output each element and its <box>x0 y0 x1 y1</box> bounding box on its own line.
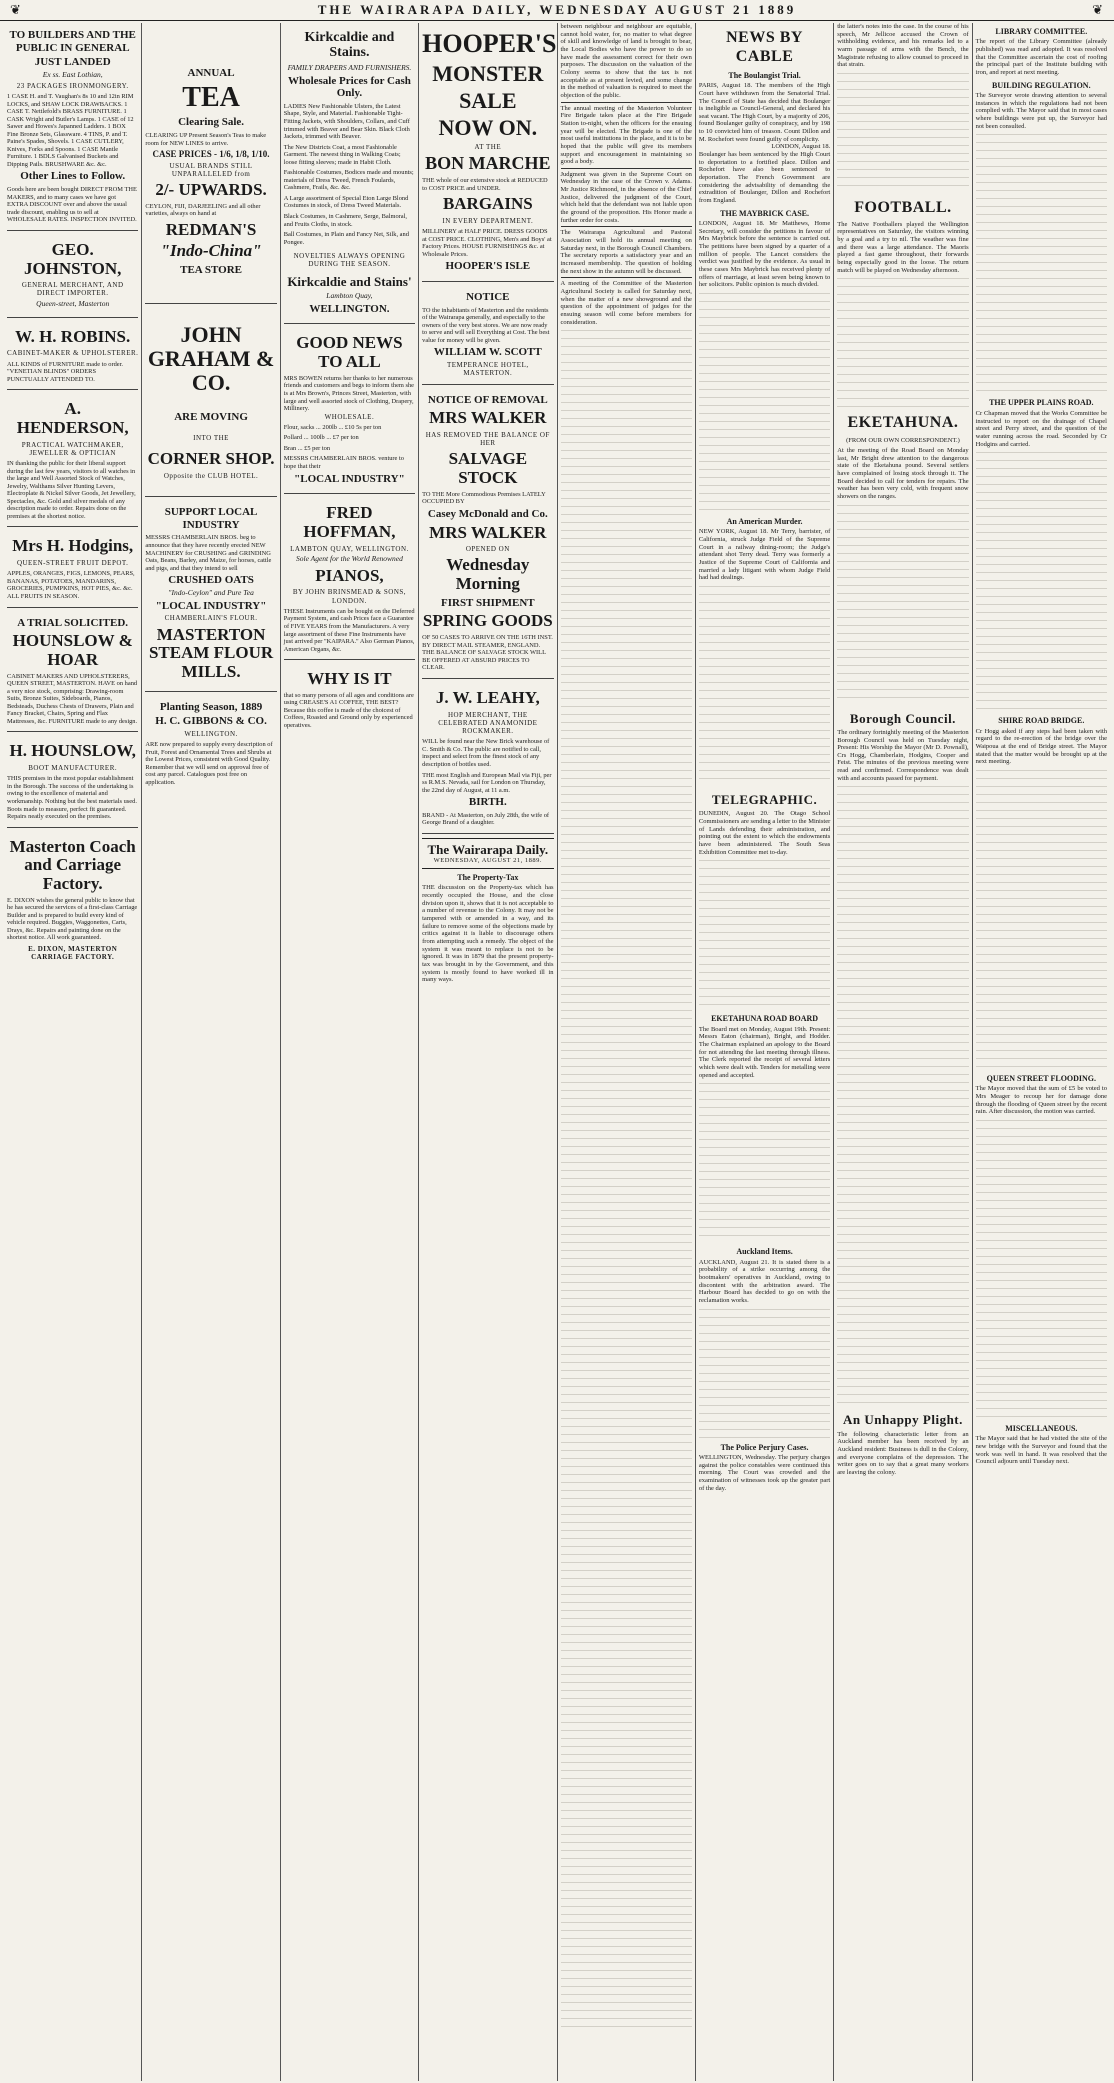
ad-ladies: LADIES New Fashionable Ulsters, the Latest Shape, Style, and Material. Fashionable Tight-Fitting Jackets, with Shoulders, Collars, and Cuff trimmed with Beaver and Bear Skin. Black Cloth Jackets, trimmed with Beaver. <box>283 102 410 141</box>
ad-name: JOHN GRAHAM & CO. <box>147 321 275 396</box>
walker-ad <box>422 388 553 679</box>
ad-ceylon: CEYLON, FIJI, DARJEELING and all other varieties, always on hand at <box>145 202 261 218</box>
ad-walker-2: MRS WALKER <box>429 522 547 542</box>
ad-redmans: REDMAN'S <box>165 219 257 239</box>
text-block <box>699 293 830 513</box>
article-title: An American Murder. <box>726 517 803 527</box>
article-title: THE UPPER PLAINS ROAD. <box>989 398 1094 408</box>
ad-bon: BON MARCHE <box>425 153 551 174</box>
ad-tea: TEA <box>182 81 240 113</box>
column-1 <box>4 23 142 2081</box>
ad-lambton: Lambton Quay, <box>326 291 373 300</box>
bowen-ad <box>284 327 415 494</box>
text-block <box>976 770 1107 1070</box>
ad-isle: HOOPER'S ISLE <box>445 260 531 273</box>
column-7 <box>834 23 972 2081</box>
ad-address: Queen-street, Masterton <box>36 298 110 308</box>
ad-title: TO BUILDERS AND THE PUBLIC IN GENERAL <box>9 29 136 54</box>
ad-body: ALL KINDS of FURNITURE made to order. "VENETIAN BLINDS" ORDERS PUNCTUALLY ATTENDED TO. <box>7 360 124 383</box>
ad-serges: Black Costumes, in Cashmere, Serge, Balmoral, and Fruits Cloths, in stock. <box>283 213 407 228</box>
ad-title: SUPPORT LOCAL INDUSTRY <box>164 506 258 531</box>
text-block <box>699 1083 830 1243</box>
article-body: the latter's notes into the case. In the course of his speech, Mr Jellicoe accused the Crown of withholding evidence, and his remarks led to a warm passage of arms with the Bench, the Magistrate refusing to allow counsel to proceed in that strain. <box>837 23 969 69</box>
ad-flour: Flour, sacks ... 200lb ... £10 5s per ton <box>283 423 382 431</box>
section-title: TELEGRAPHIC. <box>711 792 818 808</box>
ad-local: "LOCAL INDUSTRY" <box>294 472 405 485</box>
article-body: NEW YORK, August 18. Mr Terry, barrister, of California, struck Judge Field of the Supreme Court in a railway dining-room; the Judge's attendant shot Terry dead. Terry was formerly a Justice of the Supreme Court of California and married a lady litigant with whom Judge Field had had dealings. <box>698 528 831 582</box>
ad-annual: ANNUAL <box>187 67 235 79</box>
ad-moving: ARE MOVING <box>174 411 248 424</box>
article-body: AUCKLAND, August 21. It is stated there is a probability of a strike occurring among the bootmakers' operatives in Auckland, owing to discontent with the arbitration award. The Harbour Board has decided to go on with the reclamation works. <box>698 1258 831 1305</box>
ad-body: APPLES, ORANGES, FIGS, LEMONS, PEARS, BANANAS, POTATOES, MANDARINS, GROCERIES, PUMPKINS, HOT PIES, &c. &c. ALL FRUITS IN SEASON. <box>7 570 135 600</box>
masthead-title: THE WAIRARAPA DAILY, WEDNESDAY AUGUST 21 1889 <box>317 2 797 17</box>
text-block <box>976 452 1107 712</box>
birth-heading: BIRTH. <box>468 796 507 809</box>
paper-header <box>422 838 553 869</box>
article-title: The Boulangist Trial. <box>728 70 801 80</box>
ad-address: WELLINGTON. <box>184 729 238 738</box>
ad-crushed: CRUSHED OATS <box>168 574 254 587</box>
ad-wednesday: Wednesday Morning <box>446 555 530 594</box>
ad-name: GOOD NEWS TO ALL <box>296 333 403 372</box>
ad-name: J. W. LEAHY, <box>435 687 540 707</box>
ad-name: A. HENDERSON, <box>16 399 129 437</box>
ad-name: FRED HOFFMAN, <box>303 503 396 541</box>
divider <box>561 168 692 169</box>
ad-scott-sub: TEMPERANCE HOTEL, MASTERTON. <box>447 361 529 378</box>
masthead <box>0 0 1114 21</box>
ad-tea-store: TEA STORE <box>180 264 242 277</box>
ad-name: GEO. JOHNSTON, <box>23 239 122 278</box>
ad-name: Mrs H. Hodgins, <box>12 536 134 556</box>
article-subtitle: (FROM OUR OWN CORRESPONDENT.) <box>846 437 960 445</box>
article-body: WELLINGTON, Wednesday. The perjury charges against the police constables were continued this morning. The Court was crowded and the examination of witnesses took up the greater part of the day. <box>698 1454 831 1492</box>
column-4 <box>419 23 557 2081</box>
hoffman-ad <box>284 497 415 660</box>
tea-ad <box>145 23 276 304</box>
ad-name: H. C. GIBBONS & CO. <box>155 715 267 728</box>
ad-prices: CASE PRICES - 1/6, 1/8, 1/10. <box>152 149 270 160</box>
ad-name-2: Kirkcaldie and Stains' <box>287 273 412 289</box>
ad-name: NOTICE <box>466 291 510 304</box>
ad-planting: Planting Season, 1889 <box>159 700 263 713</box>
article-body: Boulanger has been sentenced by the High Court to deportation to a fortified place. Dillon and Rochefort have also been sentenced to deportation. The French Government are considering the advisability of demanding the extradition of Boulanger, Dillon and Rochefort from England. <box>698 151 831 205</box>
columns <box>0 21 1114 2081</box>
section-title: FOOTBALL. <box>854 198 952 216</box>
robins-ad <box>7 321 138 391</box>
ad-costumes: Fashionable Costumes, Bodices made and mounts; materials of Dress Tweed, French Foulards, Cashmere, Frails, &c. &c. <box>283 169 414 192</box>
article-title: QUEEN STREET FLOODING. <box>986 1073 1097 1083</box>
section-title: NEWS BY CABLE <box>726 29 803 65</box>
ad-sub: BOOT MANUFACTURER. <box>28 764 118 773</box>
text-block <box>837 786 968 1406</box>
ad-ship: Ex ss. East Lothian, <box>42 69 103 79</box>
ad-body: CABINET MAKERS AND UPHOLSTERERS, QUEEN STREET, MASTERTON. HAVE on hand a very nice stock, comprising: Drawing-room Suits, Bronze Suites, Sideboards, Pianos, Bedsteads, Duchess Chests of Drawers, Plain and Fancy Bracket, Chairs, Spring and Flax Mattresses, &c. FURNITURE made to any design. <box>7 672 138 725</box>
ad-pollard: Pollard ... 100lb ... £7 per ton <box>283 434 359 442</box>
ad-name: W. H. ROBINS. <box>15 326 131 346</box>
ad-clearing-body: CLEARING UP Present Season's Teas to make room for NEW LINES to arrive. <box>145 132 267 147</box>
article-body: Cr Hogg asked if any steps had been taken with regard to the re-erection of the bridge over the Waipoua at the end of Bridge street. The Mayor stated that the matter would be brought up at the next meeting. <box>975 727 1107 766</box>
birth-body: BRAND - At Masterton, on July 28th, the wife of George Brand of a daughter. <box>422 811 550 827</box>
ad-upwards: 2/- UPWARDS. <box>155 180 267 200</box>
ad-body: THE whole of our extensive stock at REDUCED to COST PRICE and UNDER. <box>422 177 548 192</box>
ad-count: 23 PACKAGES IRONMONGERY. <box>16 81 129 90</box>
text-block <box>699 860 830 1010</box>
ad-newcoat: The New Districts Coat, a most Fashionable Garment. The newest thing in Walking Coats; loose fitting sleeves; made in Habit Cloth. <box>283 143 401 166</box>
article-title: EKETAHUNA ROAD BOARD <box>711 1014 819 1024</box>
ad-follow: Other Lines to Follow. <box>20 170 126 183</box>
leahy-ad <box>422 682 553 834</box>
graham-ad <box>145 307 276 497</box>
article-title: THE MAYBRICK CASE. <box>720 208 809 218</box>
ad-pianos-sub: BY JOHN BRINSMEAD & SONS, LONDON. <box>292 588 407 605</box>
text-block <box>976 1120 1107 1420</box>
ad-opened: OPENED ON <box>465 545 510 554</box>
henderson-ad <box>7 393 138 527</box>
ad-wellington: WELLINGTON. <box>309 302 390 315</box>
ad-address: LAMBTON QUAY, WELLINGTON. <box>290 544 409 553</box>
article-body: The report of the Library Committee (already published) was read and adopted. It was resolved that the Committee ascertain the cost of roofing the principal part of the Institute building with iron, and report at next meeting. <box>975 38 1107 77</box>
ad-name: Kirkcaldie and Stains. <box>304 30 395 61</box>
hoopers-ad <box>422 23 557 282</box>
ad-agent: Sole Agent for the World Renowned <box>296 553 403 563</box>
ad-sub: GENERAL MERCHANT, AND DIRECT IMPORTER. <box>21 281 124 298</box>
ad-opposite: Opposite the CLUB HOTEL. <box>163 471 259 480</box>
section-title: Borough Council. <box>849 710 956 726</box>
ad-mill: MASTERTON STEAM FLOUR MILLS. <box>148 624 274 681</box>
ad-body: WILL be found near the New Brick warehouse of C. Smith & Co. The public are notified to call, inspect and select from the finest stock of any description of bottles used. <box>422 738 550 768</box>
ad-into: INTO THE <box>193 434 229 443</box>
ad-now-on: NOW ON. <box>438 114 538 140</box>
article-body: The Surveyor wrote drawing attention to several instances in which the regulations had not been complied with. The Mayor said that in most cases where buildings were put up, the Surveyor had not been consulted. <box>975 92 1107 130</box>
ironmongery-ad <box>7 23 138 231</box>
ad-flour: CHAMBERLAIN'S FLOUR. <box>164 614 258 623</box>
ad-messrs: MESSRS CHAMBERLAIN BROS. venture to hope that their <box>283 455 404 471</box>
ad-sale: SALE <box>459 87 517 113</box>
ad-name: WHY IS IT <box>307 669 392 689</box>
ad-bargains: BARGAINS <box>442 194 533 214</box>
text-block <box>699 1309 830 1439</box>
coach-factory-ad <box>7 831 138 968</box>
article-body: The Mayor moved that the sum of £5 be voted to Mrs Meager to recoup her for damage done through the flooding of Queen street by the recent rain. After discussion, the motion was carried. <box>975 1085 1107 1116</box>
gibbons-ad <box>145 695 276 793</box>
article-title: Auckland Items. <box>736 1247 793 1257</box>
article-dateline: LONDON, August 18. <box>771 143 831 151</box>
ad-salvage-body: TO THE More Commodious Premises LATELY OCCUPIED BY <box>422 490 546 506</box>
johnston-ad <box>7 234 138 318</box>
ad-body: that so many persons of all ages and conditions are using CREASE'S A1 COFFEE, THE BEST? Because this coffee is made of the choicest of Coffees, Roasted and Ground only by experienced operatives. <box>283 691 414 730</box>
ad-pianos: PIANOS, <box>315 565 384 585</box>
notice-ad <box>422 285 553 385</box>
ad-mail: THE most English and European Mail via Fiji, per ss R.M.S. Nevada, sail for London on Thursday, the 22nd day of August, at 11 a.m. <box>422 771 552 794</box>
masthead-ornament-right: ❦ <box>1092 2 1104 17</box>
ad-body: TO the inhabitants of Masterton and the residents of the Wairarapa generally, and especially to the owners of the very best stores. We are now ready to serve and will sell Everything at Cost. The best value for money will be given. <box>422 306 550 344</box>
ad-name: Masterton Coach and Carriage Factory. <box>9 836 136 893</box>
column-8 <box>973 23 1110 2081</box>
article-body: Cr Chapman moved that the Works Committee be instructed to report on the drainage of Chapel street and Perry street, and the question of the water running across the road. Seconded by Cr Hodgins and carried. <box>975 409 1107 448</box>
column-6 <box>696 23 834 2081</box>
ad-indo-china: "Indo-China" <box>160 241 262 261</box>
article-body: A meeting of the Committee of the Masterton Agricultural Society is called for Saturday next, when the matter of a new showground and the question of the appointment of judges for the ensuing season will come before members for consideration. <box>560 280 692 326</box>
ad-scott: WILLIAM W. SCOTT <box>433 346 542 359</box>
ad-name: A TRIAL SOLICITED. <box>17 616 129 629</box>
ad-ball: Ball Costumes, in Plain and Fancy Net, Silk, and Pongee. <box>283 231 409 246</box>
ad-name: MRS WALKER <box>429 408 547 428</box>
ad-body: THESE Instruments can be bought on the Deferred Payment System, and cash Prices face a Guarantee of FIVE YEARS from the Manufacturers. A very large assortment of these Fine Instruments have just arrived per "KAIPARA." Also German Pianos, American Organs, &c. <box>283 607 415 653</box>
ad-first: FIRST SHIPMENT <box>441 596 535 609</box>
text-block <box>976 134 1107 394</box>
article-body: LONDON, August 18. Mr Matthews, Home Secretary, will consider the petitions in favour of Mrs Maybrick before the sentence is carried out. The petitions have been signed by a quarter of a million of people. The Lancet considers the verdict was justified by the evidence. As usual in these cases Mrs Maybrick has received plenty of offers of marriage, at least seven being known to her solicitors. Public opinion is much divided. <box>698 220 831 289</box>
ad-spring: SPRING GOODS <box>422 611 553 631</box>
divider <box>561 226 692 227</box>
article-title: SHIRE ROAD BRIDGE. <box>998 716 1085 726</box>
article-body: DUNEDIN, August 20. The Otago School Commissioners are sending a letter to the Minister of Lands defending their administration, and pointing out the extent to which the endowments have been administered. The South Seas Exhibition Committee met to-day. <box>698 810 831 856</box>
column-3 <box>281 23 419 2081</box>
article-body: The Wairarapa Agricultural and Pastoral Association will hold its annual meeting on Saturday next, in the Borough Council Chambers. The secretary reports a satisfactory year and an increased membership. The question of holding the next show in the autumn will be discussed. <box>560 229 692 275</box>
hodgins-ad <box>7 530 138 607</box>
ad-assortment: A Large assortment of Special Eton Large Blond Costumes in stock, of Dress Tweed Materials. <box>283 194 409 210</box>
section-title: An Unhappy Plight. <box>842 1412 963 1428</box>
ad-body: E. DIXON wishes the general public to know that he has secured the services of a first-class Carriage Builder and is prepared to build every kind of vehicle required. Buggies, Waggonettes, Carts, Drays, &c. Repairs and painting done on the shortest notice. All work guaranteed. <box>7 896 138 942</box>
article-title: MISCELLANEOUS. <box>1005 1423 1078 1433</box>
paper-date: WEDNESDAY, AUGUST 21, 1889. <box>433 857 542 865</box>
article-body: At the meeting of the Road Board on Monday last, Mr Bright drew attention to the dangerous state of the Eketahuna pound. Several settlers have complained of losing stock through it. The Board decided to call for tenders for repairs. The weather has been very cold, with frequent snow showers on the ranges. <box>837 446 969 500</box>
ad-sign: E. DIXON, MASTERTON CARRIAGE FACTORY. <box>28 944 118 962</box>
divider <box>561 102 692 103</box>
ad-sub: HAS REMOVED THE BALANCE OF HER <box>425 430 550 448</box>
ad-sub: FAMILY DRAPERS AND FURNISHERS. <box>287 62 412 72</box>
text-block <box>837 505 968 705</box>
article-title: The Property-Tax <box>457 872 519 882</box>
ad-name: HOOPER'S <box>422 29 557 58</box>
ad-corner: CORNER SHOP. <box>147 449 275 469</box>
text-block <box>699 586 830 786</box>
ad-salvage: SALVAGE STOCK <box>448 449 528 488</box>
ad-body: MESSRS CHAMBERLAIN BROS. beg to announce that they have recently erected NEW MACHINERY for CRUSHING and GRINDING Oats, Beans, Barley, and Maize, for horses, cattle and pigs, and that they intend to sell <box>145 534 272 572</box>
article-body: The Native Footballers played the Wellington representatives on Saturday, the visitors winning by a goal and a try to nil. The weather was fine and there was a large attendance. The Maoris played a fast game throughout, their forwards being especially good in the loose. The return match will be played on Wednesday afternoon. <box>837 220 969 274</box>
masthead-ornament-left: ❦ <box>10 2 22 17</box>
text-block <box>561 330 692 2030</box>
ad-subtitle: JUST LANDED <box>34 56 111 69</box>
section-title: EKETAHUNA. <box>847 414 959 432</box>
text-block <box>837 278 968 408</box>
article-body: The Mayor said that he had visited the site of the new bridge with the Surveyor and found that the work was well in hand. It was resolved that the Council adjourn until Tuesday next. <box>975 1435 1107 1466</box>
paper-name: The Wairarapa Daily. <box>427 841 549 857</box>
text-block <box>837 73 968 193</box>
ad-wholesale: WHOLESALE. <box>324 412 375 421</box>
ad-dept-body: MILLINERY at HALF PRICE. DRESS GOODS at COST PRICE. CLOTHING, Men's and Boys' at Factory Prices. HOUSE FURNISHINGS &c. at Wholesale Prices. <box>422 228 552 258</box>
ad-clearing: Clearing Sale. <box>178 116 245 129</box>
article-title: LIBRARY COMMITTEE. <box>995 27 1088 36</box>
ad-sub: CABINET-MAKER & UPHOLSTERER. <box>7 349 139 358</box>
ad-removal: NOTICE OF REMOVAL <box>427 393 548 406</box>
ad-sub: PRACTICAL WATCHMAKER, JEWELLER & OPTICIAN <box>21 440 124 457</box>
article-title: The Police Perjury Cases. <box>720 1442 809 1452</box>
ad-body: 1 CASE H. and T. Vaughan's 8s 10 and 12in RIM LOCKS, and SHAW LOCK DRAWBACKS. 1 CASE T. Nettlefold's BRASS FURNITURE. 1 CASK Wright and Butler's Lamps. 1 CASE of 12 Sawer and Howes's Japanned Ladders. 1 BOX Fine Bronze Sets, Glassware. 4 TINS, P. and T. Paine's Spades, Shovels. 1 CASE CUTLERY, Knives, Forks and Spoons. 1 CASE Mantle Furniture. 1 BDLS Galvanised Buckets and Dipping Pails. BRUSHWARE &c. &c. <box>7 93 134 168</box>
article-body: THE discussion on the Property-tax which has recently occupied the House, and the close division upon it, shows that it is not acceptable to a number of revenue to the Colony. It may not be tampered with or amended in a way, and its failure to remove some of the objections made by critics against it is liable to discourage others from attempting such a remedy. The object of the system it was meant to replace is not to be ignored. It was in 1879 that the present property-tax was brought in by the Government, and this system is mostly found to have worked ill in many ways. <box>422 884 554 984</box>
article-title: BUILDING REGULATION. <box>992 80 1091 90</box>
ad-follow-body: Goods here are been bought DIRECT FROM THE MAKERS, and to many cases we have got EXTRA DISCOUNT over and above the usual trade discount, enabling us to sell at WHOLESALE RATES. INSPECTION INVITED. <box>7 186 137 224</box>
ad-dept: IN EVERY DEPARTMENT. <box>442 216 534 225</box>
article-body: Judgment was given in the Supreme Court on Wednesday in the case of the Crown v. Adams. Mr Justice Richmond, in the absence of the Chief Justice, delivered the judgment of the Court, which held that the defendant was not liable upon the ground of the proposition. His Honor made a further order for costs. <box>560 170 692 224</box>
crease-ad <box>284 663 415 735</box>
article-body: The ordinary fortnightly meeting of the Masterton Borough Council was held on Tuesday night, Present: His Worship the Mayor (Mr D. Pownall), Crs Hogg, Chamberlain, Hodgins, Cooper and Feist. The minutes of the previous meeting were read and confirmed. Correspondence was dealt with and accounts passed for payment. <box>837 728 969 782</box>
hounslow-boot-ad <box>7 735 138 827</box>
ad-body: MRS BOWEN returns her thanks to her numerous friends and customers and begs to inform them she is at Mrs Brown's, Princes Street, Masterton, with large and well assorted stock of Clothing, Drapery, Millinery. <box>283 374 415 413</box>
ad-at-the: AT THE <box>474 143 502 152</box>
ad-casey: Casey McDonald and Co. <box>427 507 548 520</box>
divider <box>561 277 692 278</box>
article-body: The annual meeting of the Masterton Volunteer Fire Brigade takes place at the Fire Brigade Station to-night, when the officers for the ensuing year will be elected. The Brigade is one of the most useful institutions in the place, and it is to be hoped that the public will give its members support and encouragement in maintaining so good a body. <box>560 104 692 166</box>
ad-sub: QUEEN-STREET FRUIT DEPOT. <box>16 559 129 568</box>
local-industry-ad <box>145 500 276 691</box>
ad-indo: "Indo-Ceylon" and Pure Tea <box>168 587 254 597</box>
article-body: The following characteristic letter from an Auckland member has been received by an Auckland resident: Business is dull in the Colony, and everyone complains of the depression. The writer goes on to say that a great many workers are leaving the colony. <box>837 1430 969 1477</box>
ad-body: IN thanking the public for their liberal support during the last few years, visitors to all watches in the large and Well Assorted Stock of Watches, Jewelry, Walthams Silver Hunting Levers, Electroplate & Nickel Silver Goods, Jet Jewellery, Spectacles, &c. Gold and silver medals of any description made to order. Repairs done on the premises at the shortest notice. <box>7 460 136 520</box>
ad-name: H. HOUNSLOW, <box>9 741 136 761</box>
ad-local: "LOCAL INDUSTRY" <box>155 599 267 612</box>
article-body: PARIS, August 18. The members of the High Court have withdrawn from the Senatorial Trial. The Council of State has decided that Boulanger is ineligible as Council-General, and declared his seat vacant. The High Court, by a majority of 206, found Boulanger guilty of conspiracy, and by 198 to 10 convicted him of treason. Count Dillon and M. Rochefort were found guilty of complicity. <box>698 82 831 143</box>
ad-sub: HOUNSLOW & HOAR <box>12 631 133 669</box>
article-body: The Board met on Monday, August 19th. Present: Messrs Eaton (chairman), Bright, and Hodder. The Chairman explained an apology to the Board for not attending the last meeting through illness. The Clerk reported the receipt of several letters which were dealt with. Tenders for metalling were opened and accepted. <box>698 1025 831 1079</box>
column-5 <box>558 23 696 2081</box>
hounslow-hoar-ad <box>7 611 138 733</box>
kirkcaldie-ad <box>284 23 415 324</box>
ad-sub: HOP MERCHANT, THE CELEBRATED ANAMONIDE ROCKMAKER. <box>438 710 538 736</box>
ad-body: ARE now prepared to supply every description of Fruit, Forest and Ornamental Trees and Shrubs at the Lowest Prices, consistent with Good Quality. Remember that we will send on approval free of cost any parcel. Catalogues post free on application. <box>145 741 273 786</box>
ad-usual: USUAL BRANDS STILL UNPARALLELED from <box>169 161 253 178</box>
ad-monster: MONSTER <box>432 60 544 86</box>
ad-body: THIS premises in the most popular establishment in the Borough. The success of the undertaking is owing to the excellence of material and workmanship. Nothing but the best materials used. Boots made to measure, perfect fit guaranteed. Repairs neatly executed on the premises. <box>7 775 137 821</box>
ad-novelties: NOVELTIES ALWAYS OPENING DURING THE SEASON. <box>293 252 406 269</box>
ad-bran: Bran ... £5 per ton <box>283 444 331 452</box>
ad-spring-body: OF 50 CASES TO ARRIVE ON THE 16TH INST. BY DIRECT MAIL STEAMER, ENGLAND. THE BALANCE OF SALVAGE STOCK WILL BE OFFERED AT ABSURD PRICES TO CLEAR. <box>422 634 553 672</box>
ad-wholesale: Wholesale Prices for Cash Only. <box>287 74 411 100</box>
article-body: between neighbour and neighbour are equitable, cannot hold water, for, no matter to what degree of skill and knowledge of land is brought to bear, the Local Bodies who have the power to do so have made the assessment correct for their own purposes. The discussion on the valuation of the Colony seems to show that the tax is not acceptable as at present levied, and some change in the method of valuation is required to meet the objection of the public. <box>560 23 692 99</box>
column-2 <box>142 23 280 2081</box>
